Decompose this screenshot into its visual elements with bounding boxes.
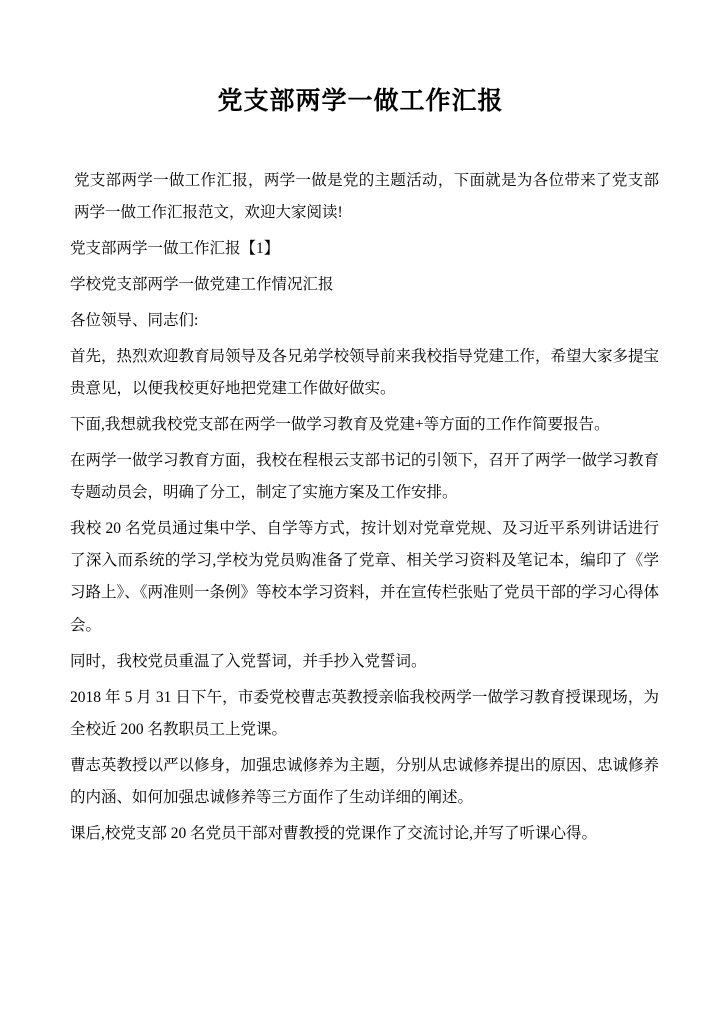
paragraph-4: 各位领导、同志们: — [70, 311, 199, 329]
paragraph-2: 党支部两学一做工作汇报【1】 — [70, 239, 280, 257]
paragraph-6: 下面,我想就我校党支部在两学一做学习教育及党建+等方面的工作作简要报告。 — [70, 416, 610, 434]
paragraph-5: 首先，热烈欢迎教育局领导及各兄弟学校领导前来我校指导党建工作，希望大家多提宝贵意见，以便我校更好地把党建工作做好做实。 — [70, 347, 660, 397]
paragraph-3: 学校党支部两学一做党建工作情况汇报 — [70, 275, 334, 293]
paragraph-7: 在两学一做学习教育方面，我校在程根云支部书记的引领下，召开了两学一做学习教育专题动员会，明确了分工，制定了实施方案及工作安排。 — [70, 452, 660, 502]
paragraph-10: 2018 年 5 月 31 日下午，市委党校曹志英教授亲临我校两学一做学习教育授课现场，为全校近 200 名教职员工上党课。 — [70, 688, 659, 738]
paragraph-1: 党支部两学一做工作汇报，两学一做是党的主题活动，下面就是为各位带来了党支部两学一做工作汇报范文，欢迎大家阅读! — [74, 171, 659, 221]
paragraph-11: 曹志英教授以严以修身，加强忠诚修养为主题，分别从忠诚修养提出的原因、忠诚修养的内涵、如何加强忠诚修养等三方面作了生动详细的阐述。 — [70, 756, 660, 806]
paragraph-12: 课后,校党支部 20 名党员干部对曹教授的党课作了交流讨论,并写了听课心得。 — [70, 824, 598, 842]
document-body — [62, 165, 659, 851]
paragraph-9: 同时，我校党员重温了入党誓词，并手抄入党誓词。 — [70, 652, 427, 670]
paragraph-8: 我校 20 名党员通过集中学、自学等方式，按计划对党章党规、及习近平系列讲话进行了深入而系统的学习,学校为党员购准备了党章、相关学习资料及笔记本，编印了《学习路上》、《两准则一条例》等校本学习资料，并在宣传栏张贴了党员干部的学习心得体会。 — [70, 520, 660, 634]
page-title: 党支部两学一做工作汇报 — [217, 88, 504, 115]
